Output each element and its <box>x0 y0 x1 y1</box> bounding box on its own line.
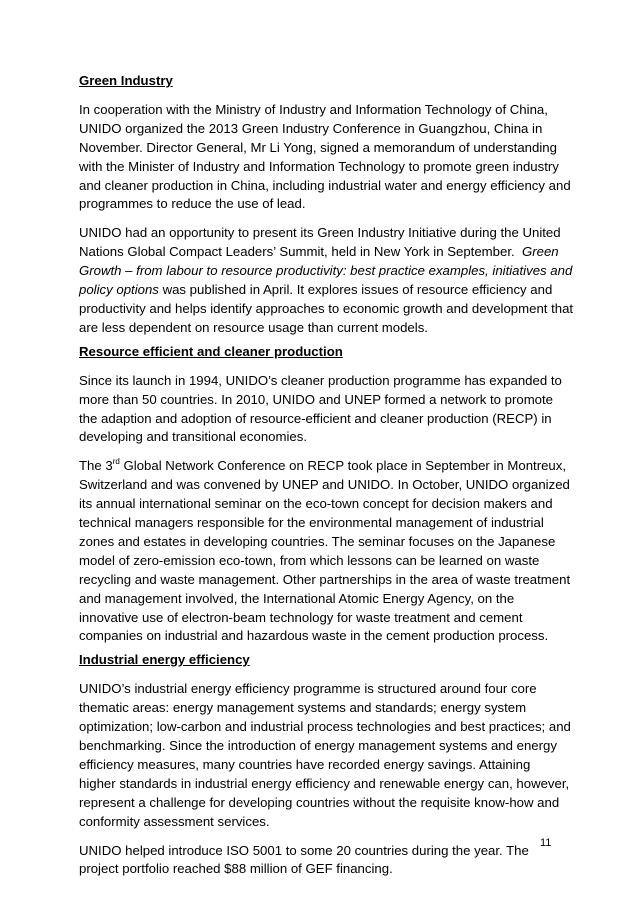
text-line: project portfolio reached $88 million of GEF financing. <box>79 861 393 877</box>
paragraph <box>79 224 574 337</box>
text-line: are less dependent on resource usage than current models. <box>79 319 428 335</box>
text-fragment: Nations Global Compact Leaders’ Summit, held in New York in September. <box>79 244 515 260</box>
text-line <box>79 281 565 300</box>
text-line: efficiency measures, many countries have recorded energy savings. Attaining <box>79 756 531 772</box>
text-fragment: was published in April. It explores issues of resource efficiency and <box>158 282 553 298</box>
paragraph <box>79 456 571 646</box>
text-line: benchmarking. Since the introduction of energy management systems and energy <box>79 738 557 753</box>
publication-title: policy options <box>79 282 159 298</box>
text-line: more than 50 countries. In 2010, UNIDO and UNEP formed a network to promote <box>79 391 554 407</box>
text-line: UNIDO’s industrial energy efficiency programme is structured around four core <box>79 681 537 697</box>
text-line: and cleaner production in China, including industrial water and energy efficiency and <box>79 177 571 193</box>
text-line: programmes to reduce the use of lead. <box>79 196 306 212</box>
text-line <box>79 262 573 281</box>
text-line: higher standards in industrial energy efficiency and renewable energy can, however, <box>79 775 570 791</box>
text-line: UNIDO organized the 2013 Green Industry Conference in Guangzhou, China in <box>79 120 543 136</box>
text-line: conformity assessment services. <box>79 813 270 829</box>
section-heading-resource-efficient: Resource efficient and cleaner production <box>79 343 343 359</box>
text-line: technical managers responsible for the environmental management of industrial <box>79 515 544 531</box>
text-line: zones and estates in developing countries. The seminar focuses on the Japanese <box>79 533 556 549</box>
text-fragment: The 3 <box>79 458 113 474</box>
publication-title: Growth – from labour to resource productivity: best practice examples, initiatives and <box>79 263 573 279</box>
text-line: UNIDO had an opportunity to present its Green Industry Initiative during the United <box>79 225 561 241</box>
text-line: In cooperation with the Ministry of Industry and Information Technology of China, <box>79 101 548 117</box>
text-line: thematic areas: energy management systems and standards; energy system <box>79 700 527 716</box>
text-line: and management involved, the International Atomic Energy Agency, on the <box>79 590 515 606</box>
text-line <box>79 243 565 262</box>
text-line: optimization; low-carbon and industrial process technologies and best practices; and <box>79 719 571 735</box>
paragraph <box>79 680 571 831</box>
text-line: November. Director General, Mr Li Yong, signed a memorandum of understanding <box>79 139 557 155</box>
text-fragment: Global Network Conference on RECP took place in September in Montreux, <box>119 458 567 474</box>
text-line: the adaption and adoption of resource-efficient and cleaner production (RECP) in <box>79 410 552 426</box>
text-line: represent a challenge for developing countries without the requisite know-how and <box>79 794 560 810</box>
text-line <box>79 457 565 476</box>
publication-title: Green <box>521 244 559 260</box>
text-line: innovative use of electron-beam technology for waste treatment and cement <box>79 609 523 625</box>
text-line: Switzerland and was convened by UNEP and UNIDO. In October, UNIDO organized <box>79 477 570 493</box>
section-heading-green-industry: Green Industry <box>79 73 173 88</box>
text-line: Since its launch in 1994, UNIDO’s cleaner production programme has expanded to <box>79 372 562 388</box>
ordinal-suffix: rd <box>112 456 120 466</box>
text-line: model of zero-emission eco-town, from which lessons can be learned on waste <box>79 552 540 568</box>
text-line: productivity and helps identify approaches to economic growth and development that <box>79 300 574 316</box>
text-line: recycling and waste management. Other partnerships in the area of waste treatment <box>79 571 571 587</box>
text-line: UNIDO helped introduce ISO 5001 to some 20 countries during the year. The <box>79 842 529 858</box>
document-body <box>79 72 574 889</box>
text-line: developing and transitional economies. <box>79 429 307 445</box>
text-line: its annual international seminar on the eco-town concept for decision makers and <box>79 496 553 512</box>
text-line: with the Minister of Industry and Information Technology to promote green industry <box>79 158 559 174</box>
page-number: 11 <box>540 837 552 849</box>
paragraph <box>79 101 571 214</box>
paragraph <box>79 842 565 880</box>
paragraph <box>79 372 565 448</box>
text-line: companies on industrial and hazardous waste in the cement production process. <box>79 628 549 644</box>
section-heading-energy-efficiency: Industrial energy efficiency <box>79 652 250 668</box>
